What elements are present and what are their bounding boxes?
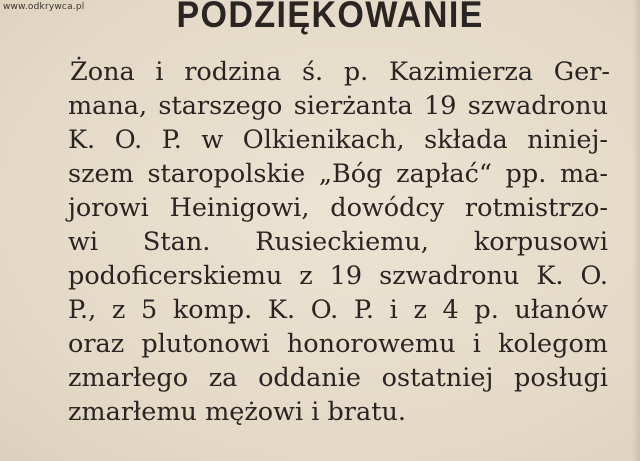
text-line: oraz plutonowi honorowemu i kolegom (68, 329, 608, 359)
text-line: Żona i rodzina ś. p. Kazimierza Ger- (70, 57, 610, 87)
notice-body (68, 55, 608, 429)
text-line: zmarłemu mężowi i bratu. (68, 397, 406, 427)
text-line: mana, starszego sierżanta 19 szwadronu (68, 91, 608, 121)
notice-title: PODZIĘKOWANIE (176, 0, 484, 35)
text-line: K. O. P. w Olkienikach, składa niniej- (68, 125, 608, 155)
page-edge-shadow (632, 0, 640, 461)
watermark-text: www.odkrywca.pl (3, 2, 85, 12)
text-line: zmarłego za oddanie ostatniej posługi (68, 363, 608, 393)
text-line: wi Stan. Rusieckiemu, korpusowi (68, 227, 608, 257)
text-line: podoficerskiemu z 19 szwadronu K. O. (68, 261, 608, 291)
text-line: jorowi Heinigowi, dowódcy rotmistrzo- (68, 193, 608, 223)
text-line: P., z 5 komp. K. O. P. i z 4 p. ułanów (68, 295, 608, 325)
text-line: szem staropolskie „Bóg zapłać“ pp. ma- (68, 159, 608, 189)
